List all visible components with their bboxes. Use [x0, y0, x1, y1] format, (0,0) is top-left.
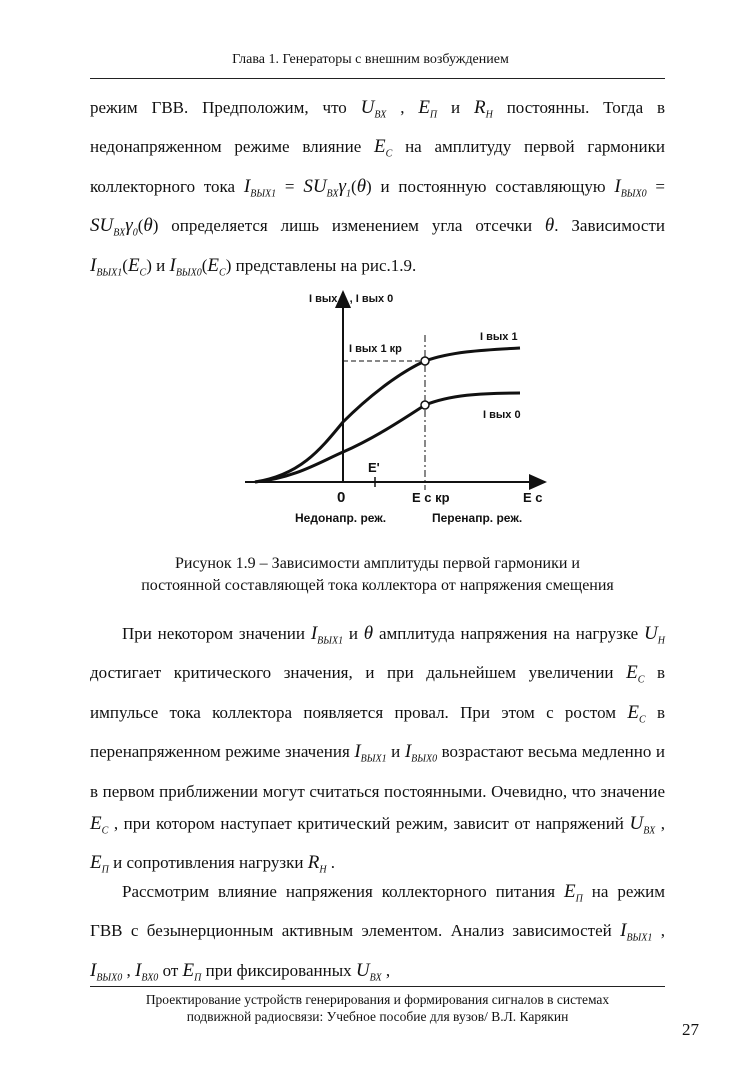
- critical-point-1: [421, 357, 429, 365]
- header-rule: [90, 78, 665, 79]
- critical-value-label: I вых 1 кр: [349, 343, 402, 355]
- curve-0-label: I вых 0: [483, 409, 521, 421]
- x-critical-label: E с кр: [412, 490, 450, 505]
- footer: [90, 991, 665, 1025]
- footer-line-1: Проектирование устройств генерирования и формирования сигналов в системах: [145, 992, 610, 1007]
- page-number: 27: [682, 1020, 699, 1039]
- figure-1-9: [225, 280, 565, 530]
- critical-point-0: [421, 401, 429, 409]
- x-axis-label: E с: [523, 490, 543, 505]
- y-axis-label: I вых 1 , I вых 0: [309, 293, 394, 305]
- curve-1-label: I вых 1: [480, 331, 518, 343]
- running-header: Глава 1. Генераторы с внешним возбуждением: [232, 52, 509, 67]
- paragraph-2: При некотором значении $I_{ВЫХ1}$ и θ амплитуда напряжения на нагрузке $U_Н$ достигает критического значения, и при дальнейшем увеличении $E_С$ в импульсе тока коллектора появляется провал. При этом с ростом $E_С$ в перенапряженном режиме значения $I_{ВЫХ1}$ и $I_{ВЫХ0}$ возрастают весьма медленно и в первом приближении могут считаться постоянными. Очевидно, что значение $E_С$ , при котором наступает критический режим, зависит от напряжений $U_{ВХ}$ , $E_П$ и сопротивления нагрузки $R_Н$ .: [90, 623, 665, 876]
- caption-line-2: постоянной составляющей тока коллектора от напряжения смещения: [141, 577, 614, 594]
- curve-i-vyh-1: [255, 348, 520, 482]
- region-left-label: Недонапр. реж.: [295, 511, 387, 525]
- e-prime-label: E': [368, 460, 380, 475]
- figure-caption: [90, 553, 665, 597]
- footer-rule: [90, 986, 665, 987]
- x-zero-label: 0: [337, 489, 346, 506]
- paragraph-1: режим ГВВ. Предположим, что $U_{ВХ}$ , $E_П$ и $R_Н$ постоянны. Тогда в недонапряженном режиме влияние $E_С$ на амплитуду первой гармоники коллекторного тока $I_{ВЫХ1} = SU_{ВХ}\gamma_1(\theta)$ и постоянную составляющую $I_{ВЫХ0} = SU_{ВХ}\gamma_0(\theta)$ определяется лишь изменением угла отсечки θ. Зависимости $I_{ВЫХ1}(E_С)$ и $I_{ВЫХ0}(E_С)$ представлены на рис.1.9.: [90, 97, 666, 278]
- region-right-label: Перенапр. реж.: [432, 511, 523, 525]
- footer-line-2: подвижной радиосвязи: Учебное пособие для вузов/ В.Л. Карякин: [186, 1009, 569, 1024]
- caption-line-1: Рисунок 1.9 – Зависимости амплитуды первой гармоники и: [174, 555, 580, 572]
- paragraph-3: Рассмотрим влияние напряжения коллекторного питания $E_П$ на режим ГВВ с безынерционным активным элементом. Анализ зависимостей $I_{ВЫХ1}$ , $I_{ВЫХ0}$ , $I_{ВХ0}$ от $E_П$ при фиксированных $U_{ВХ}$ ,: [90, 881, 665, 984]
